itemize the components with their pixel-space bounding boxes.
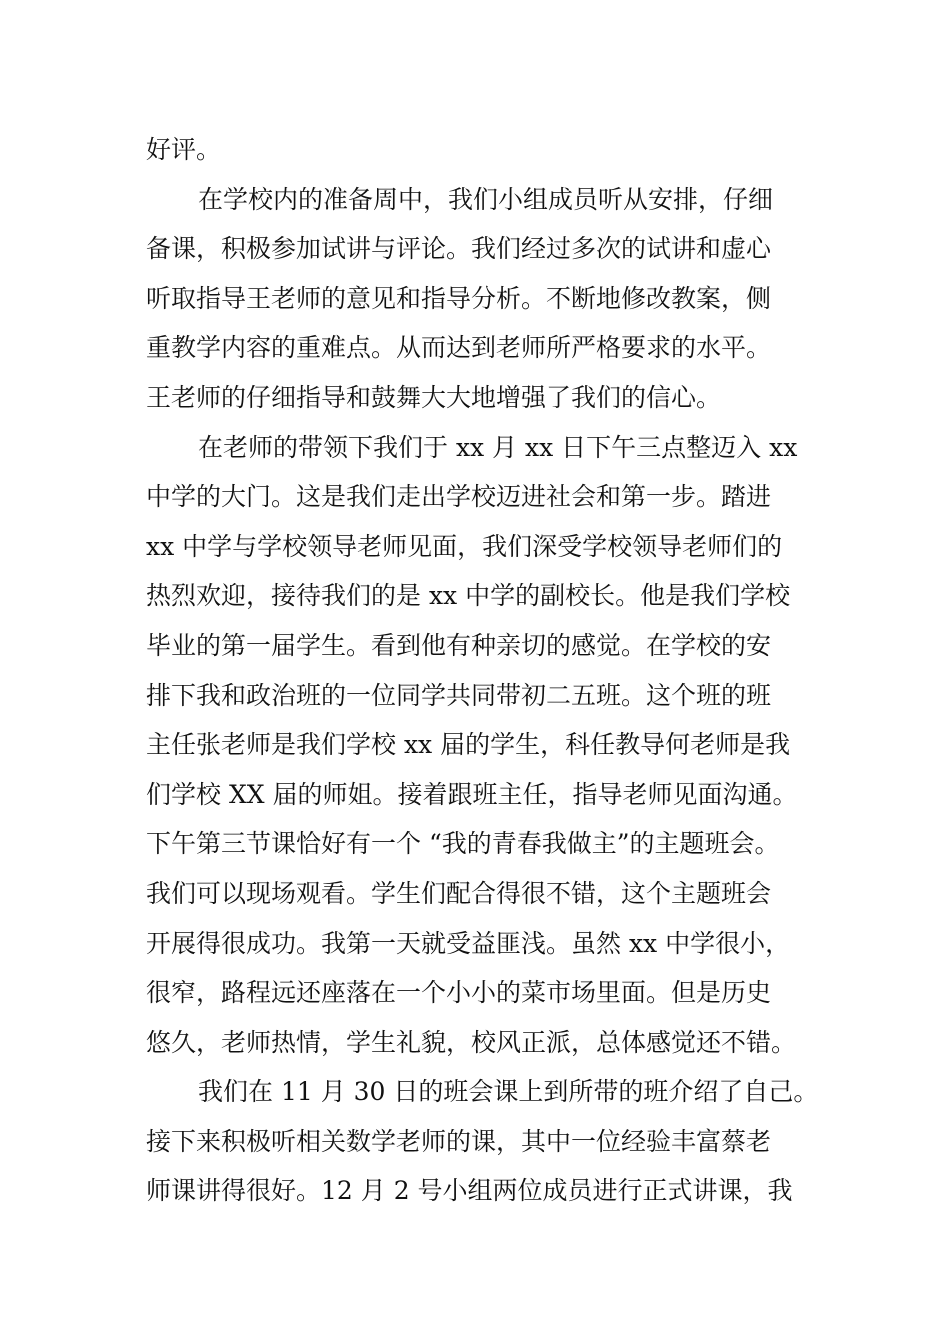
text-line: 好评。 (146, 135, 222, 164)
text-line: 听取指导王老师的意见和指导分析。不断地修改教案，侧 (146, 283, 772, 313)
text-line: 我们可以现场观看。学生们配合得很不错，这个主题班会 (146, 878, 772, 908)
text-line: 接下来积极听相关数学老师的课，其中一位经验丰富蔡老 (146, 1126, 772, 1156)
text-line: 很窄，路程远还座落在一个小小的菜市场里面。但是历史 (146, 978, 772, 1008)
paragraph-start-line: 我们在 11 月 30 日的班会课上到所带的班介绍了自己。 (198, 1077, 819, 1107)
text-line: 开展得很成功。我第一天就受益匪浅。虽然 xx 中学很小， (146, 928, 791, 958)
text-line: 师课讲得很好。12 月 2 号小组两位成员进行正式讲课，我 (146, 1176, 793, 1206)
text-line: 排下我和政治班的一位同学共同带初二五班。这个班的班 (146, 680, 772, 710)
text-line: 中学的大门。这是我们走出学校迈进社会和第一步。踏进 (146, 482, 772, 512)
text-line: 下午第三节课恰好有一个 “我的青春我做主”的主题班会。 (146, 829, 780, 859)
text-line: 王老师的仔细指导和鼓舞大大地增强了我们的信心。 (146, 382, 722, 412)
text-line: 悠久，老师热情，学生礼貌，校风正派，总体感觉还不错。 (146, 1027, 797, 1057)
text-line: 备课，积极参加试讲与评论。我们经过多次的试讲和虚心 (146, 234, 772, 264)
paragraph-start-line: 在老师的带领下我们于 xx 月 xx 日下午三点整迈入 xx (198, 432, 798, 462)
text-line: 们学校 XX 届的师姐。接着跟班主任，指导老师见面沟通。 (146, 779, 798, 809)
text-line: 热烈欢迎，接待我们的是 xx 中学的副校长。他是我们学校 (146, 581, 791, 611)
text-line: xx 中学与学校领导老师见面，我们深受学校领导老师们的 (146, 531, 783, 561)
text-line: 主任张老师是我们学校 xx 届的学生，科任教导何老师是我 (146, 730, 791, 760)
paragraph-start-line: 在学校内的准备周中，我们小组成员听从安排，仔细 (198, 184, 774, 214)
text-line: 重教学内容的重难点。从而达到老师所严格要求的水平。 (146, 333, 772, 363)
text-line: 毕业的第一届学生。看到他有种亲切的感觉。在学校的安 (146, 630, 772, 660)
document-body (146, 125, 819, 1216)
